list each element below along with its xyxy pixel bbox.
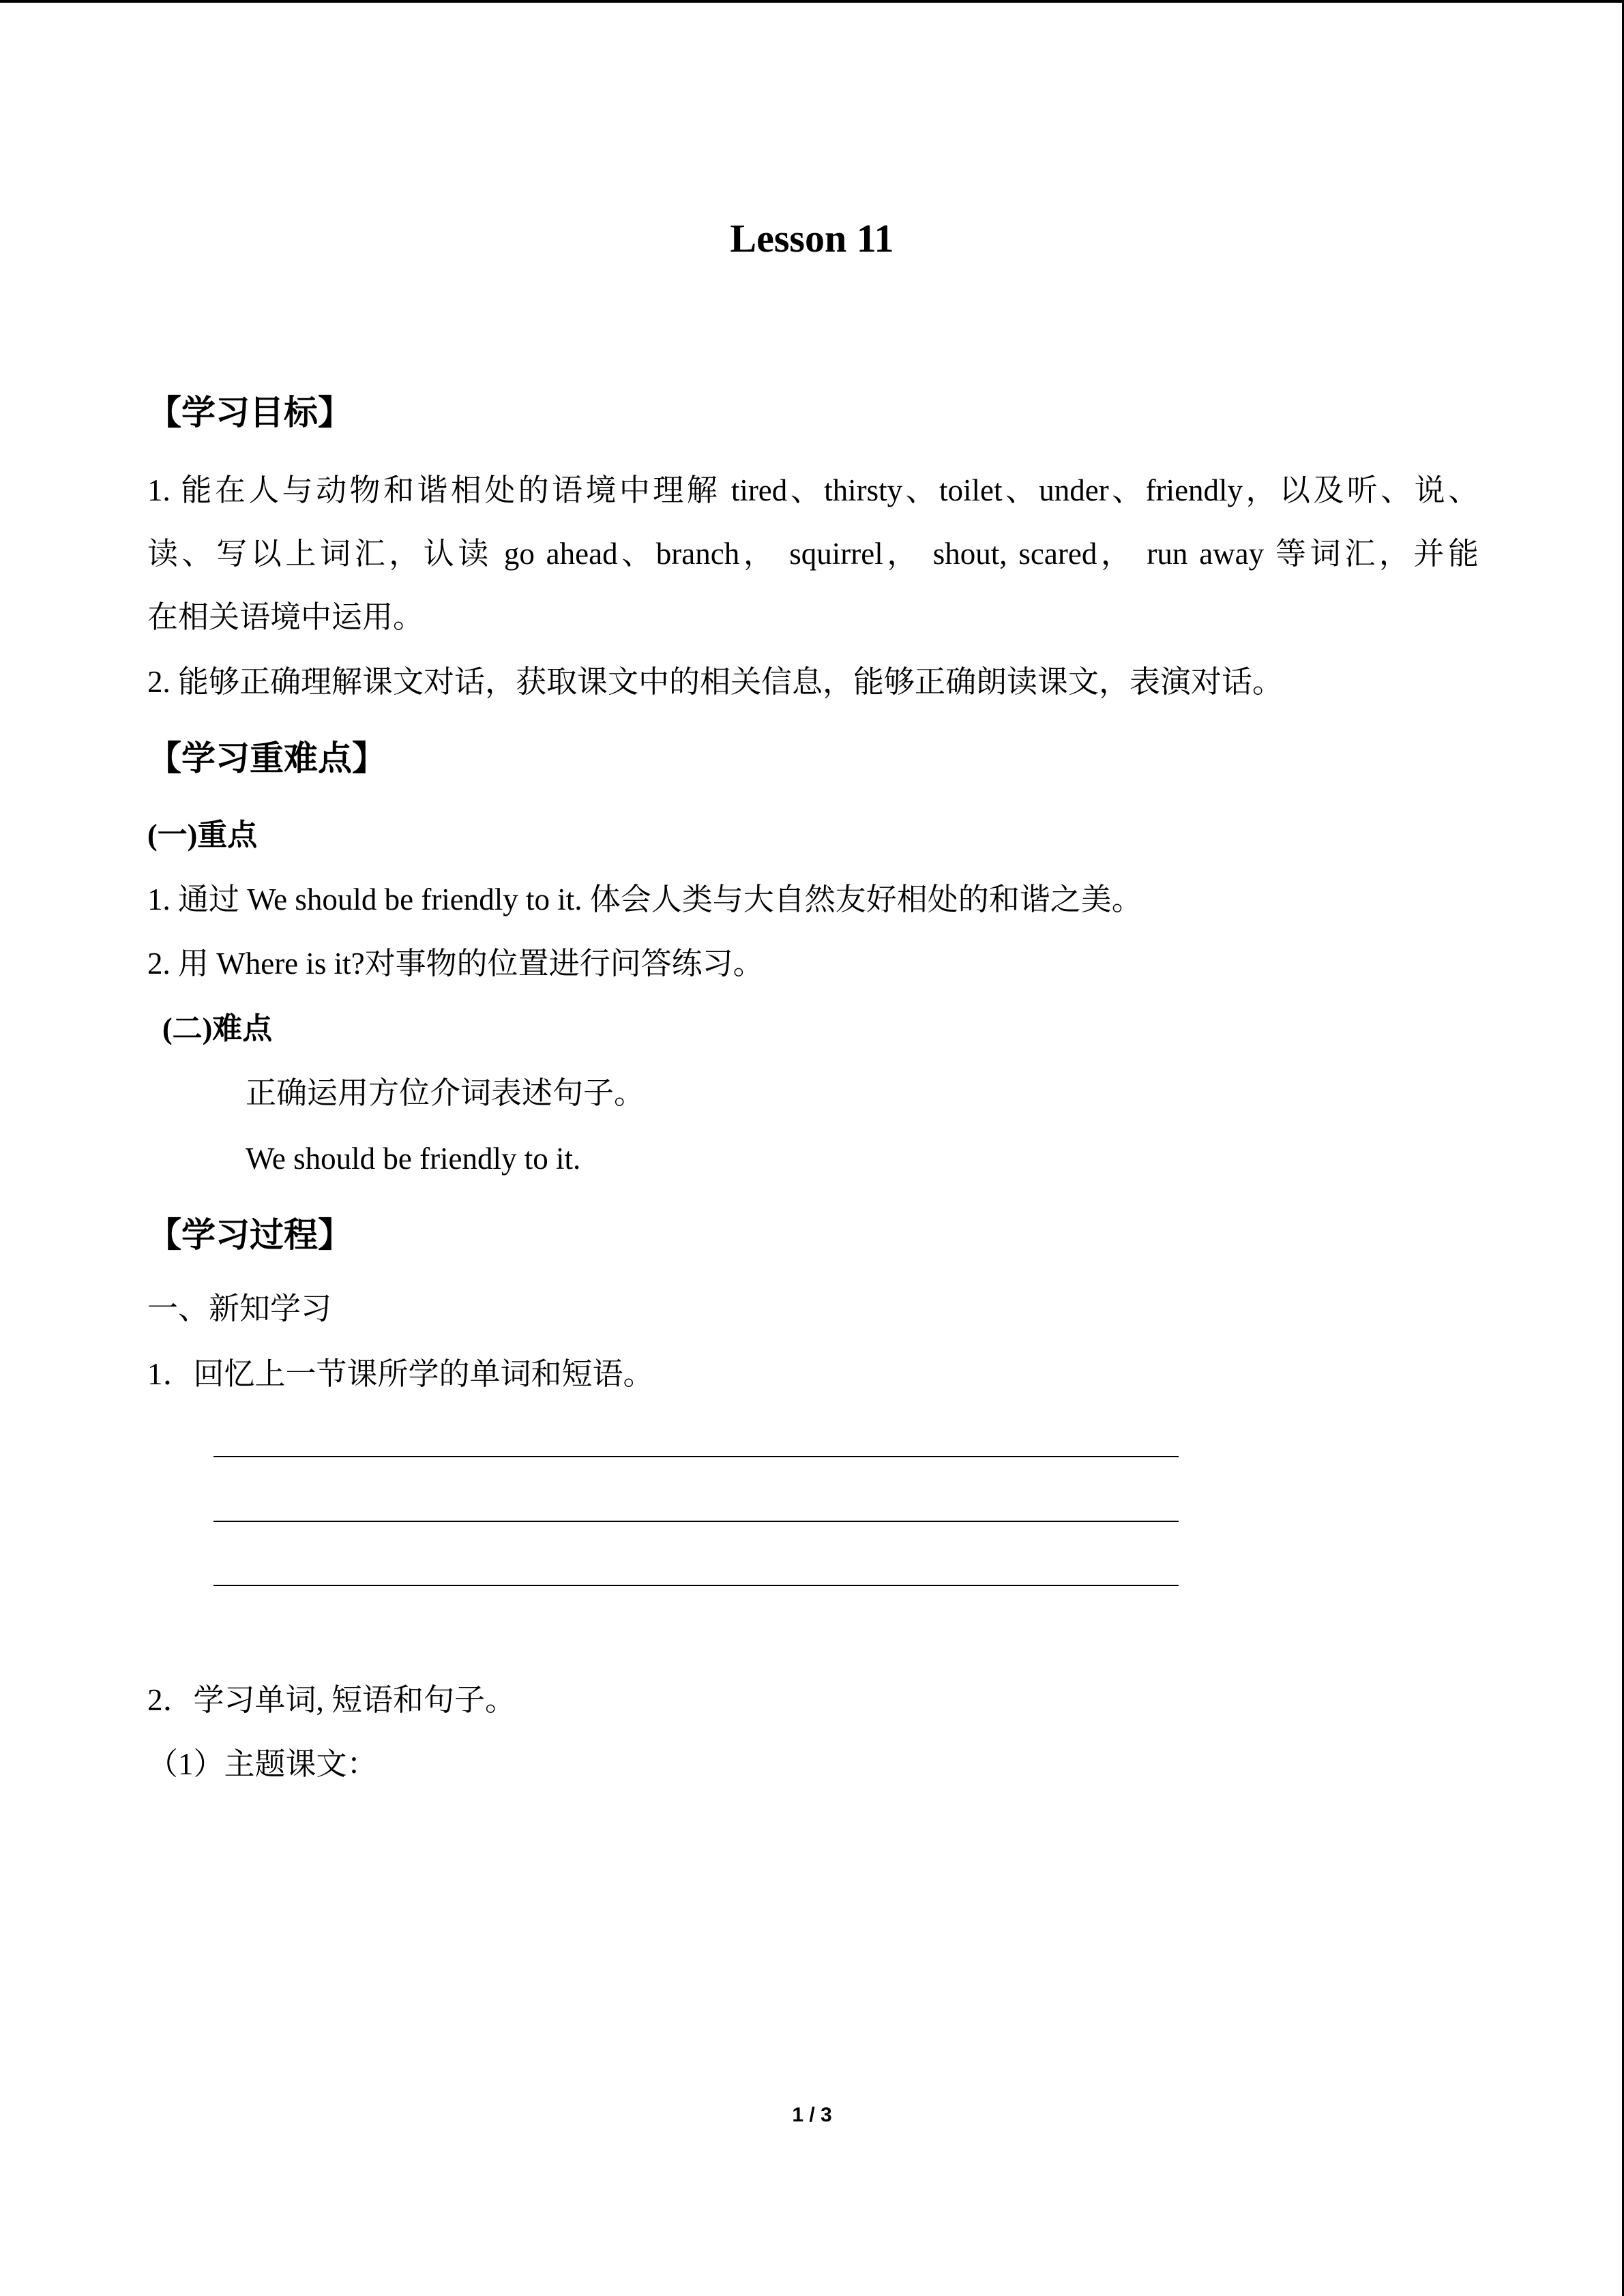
- section-heading-objectives: 【学习目标】: [147, 393, 352, 432]
- process-step-2: 2．学习单词, 短语和句子。: [147, 1683, 516, 1717]
- answer-blank-line: [213, 1585, 1179, 1586]
- objective-1-line-2: 读、写以上词汇，认读 go ahead、branch， squirrel， shout, scared， run away 等词汇，并能: [147, 537, 1479, 571]
- key-points-heading: (一)重点: [147, 818, 258, 852]
- difficult-point-line-2: We should be friendly to it.: [246, 1142, 581, 1176]
- section-heading-key-points: 【学习重难点】: [147, 739, 386, 778]
- difficult-point-line-1: 正确运用方位介词表述句子。: [246, 1076, 645, 1110]
- answer-blank-line: [213, 1456, 1179, 1457]
- process-step-1: 1．回忆上一节课所学的单词和短语。: [147, 1357, 654, 1391]
- key-point-1: 1. 通过 We should be friendly to it. 体会人类与大自然友好相处的和谐之美。: [147, 882, 1142, 916]
- process-part-1: 一、新知学习: [147, 1292, 332, 1326]
- key-point-2: 2. 用 Where is it?对事物的位置进行问答练习。: [147, 946, 764, 981]
- difficult-points-heading: (二)难点: [162, 1012, 273, 1045]
- page-number: 1 / 3: [792, 2104, 832, 2126]
- objective-1-line-3: 在相关语境中运用。: [147, 600, 424, 634]
- section-heading-process: 【学习过程】: [147, 1215, 352, 1255]
- answer-blank-line: [213, 1521, 1179, 1522]
- process-step-2-sub-1: （1）主题课文：: [147, 1747, 378, 1781]
- page-title: Lesson 11: [730, 216, 894, 260]
- objective-1-line-1: 1. 能在人与动物和谐相处的语境中理解 tired、thirsty、toilet、under、friendly，以及听、说、: [147, 473, 1479, 507]
- top-border-rule: [0, 0, 1624, 3]
- objective-2: 2. 能够正确理解课文对话，获取课文中的相关信息，能够正确朗读课文，表演对话。: [147, 665, 1284, 699]
